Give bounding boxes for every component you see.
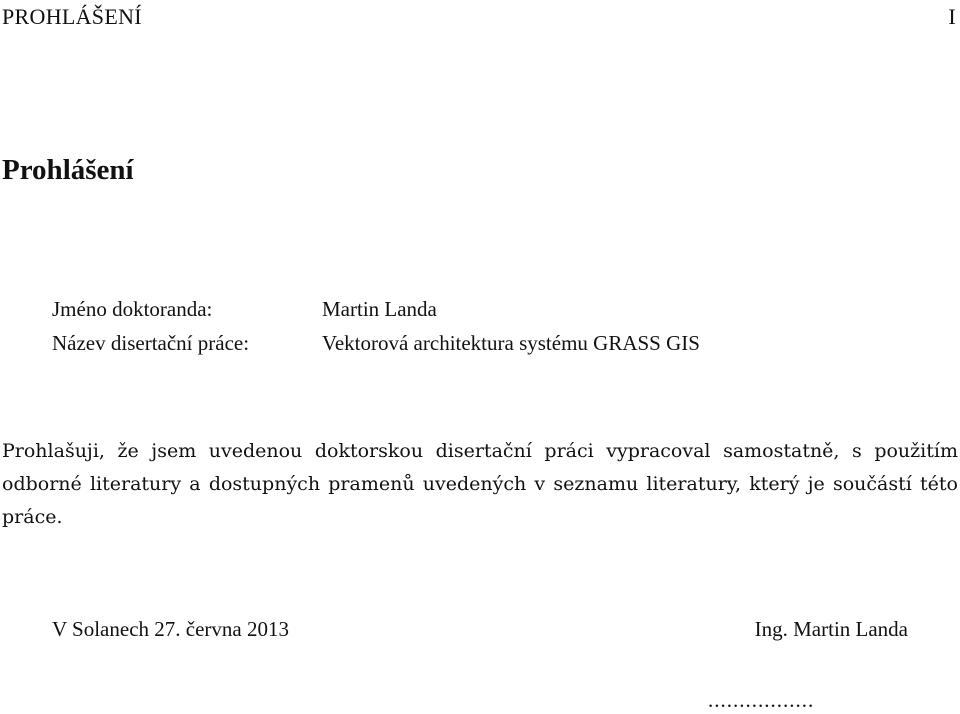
running-header	[2, 4, 956, 30]
info-row-author	[52, 292, 700, 326]
thesis-title-value: Vektorová architektura systému GRASS GIS	[322, 331, 700, 355]
signatory-name: Ing. Martin Landa	[754, 617, 908, 641]
signature-line: .................	[708, 688, 815, 712]
place-and-date: V Solanech 27. června 2013	[52, 617, 289, 641]
author-label: Jméno doktoranda:	[52, 297, 213, 321]
author-value: Martin Landa	[322, 297, 437, 321]
info-row-thesis-title	[52, 326, 700, 360]
thesis-info-table	[52, 292, 700, 360]
header-page-number: I	[948, 4, 956, 29]
thesis-title-label: Název disertační práce:	[52, 331, 250, 355]
header-section-title: PROHLÁŠENÍ	[2, 4, 142, 29]
page-title: Prohlášení	[2, 154, 134, 186]
declaration-paragraph: Prohlašuji, že jsem uvedenou doktorskou disertační práci vypracoval samostatně, s použitím odborné literatury a dostupných pramenů uvedených v seznamu literatury, který je součástí této práce.	[2, 440, 958, 528]
